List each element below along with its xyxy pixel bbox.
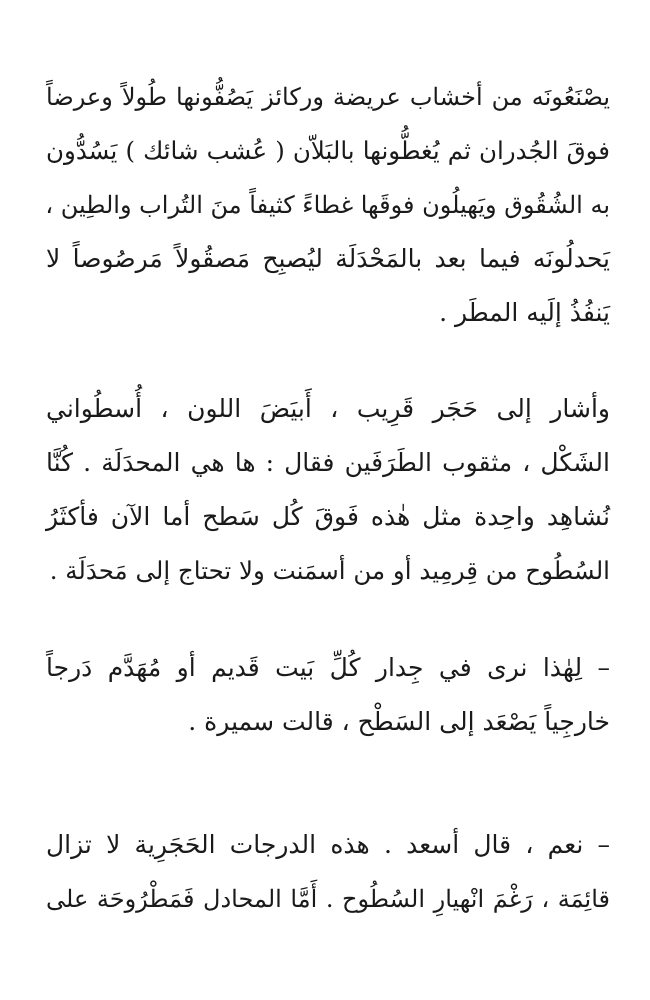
paragraph-roof-construction: [46, 70, 610, 340]
paragraph-samira-dialogue: [46, 641, 610, 749]
paragraph-roller-stone: [46, 382, 610, 598]
text-line: خارجِياً يَصْعَد إلى السَطْح ، قالت سميرة .: [188, 707, 610, 736]
text-line: قائِمَة ، رَغْمَ انْهيارِ السُطُوح . أَمَّا المحادل فَمَطْرُوحَة على: [46, 885, 610, 913]
text-line: السُطُوح من قِرمِيد أو من أسمَنت ولا تحتاج إلى مَحدَلَة .: [49, 556, 610, 585]
text-line: – نعم ، قال أسعد . هذه الدرجات الحَجَرِية لا تزال: [46, 830, 610, 859]
text-line: يَحدلُونَه فيما بعد بالمَحْدَلَة ليُصبِح مَصقُولاً مَرصُوصاً لا: [46, 244, 610, 273]
text-line: وأشار إلى حَجَر قَرِيب ، أَبيَضَ اللون ، أُسطُواني: [46, 394, 610, 423]
paragraph-asaad-dialogue: [46, 818, 610, 926]
text-line: نُشاهِد واحِدة مثل هٰذه فَوقَ كُل سَطح أما الآن فأكثَرُ: [46, 502, 610, 531]
text-line: فوقَ الجُدران ثم يُغطُّونها بالبَلاّن ( عُشب شائك ) يَسُدُّون: [46, 136, 610, 165]
text-line: يصْنَعُونَه من أخشاب عريضة وركائز يَصُفُّونها طُولاً وعرضاً: [46, 83, 610, 111]
text-line: يَنفُذُ إلَيه المطَر .: [439, 298, 610, 327]
text-line: – لِهٰذا نرى في جِدار كُلِّ بَيت قَديم أو مُهَدَّم دَرجاً: [46, 653, 610, 682]
text-line: به الشُقُوق ويَهيلُون فوقَها غطاءً كثيفاً منَ التُراب والطِين ،: [45, 191, 610, 219]
text-line: الشَكْل ، مثقوب الطَرَفَين فقال : ها هي المحدَلَة . كُنَّا: [46, 448, 610, 477]
